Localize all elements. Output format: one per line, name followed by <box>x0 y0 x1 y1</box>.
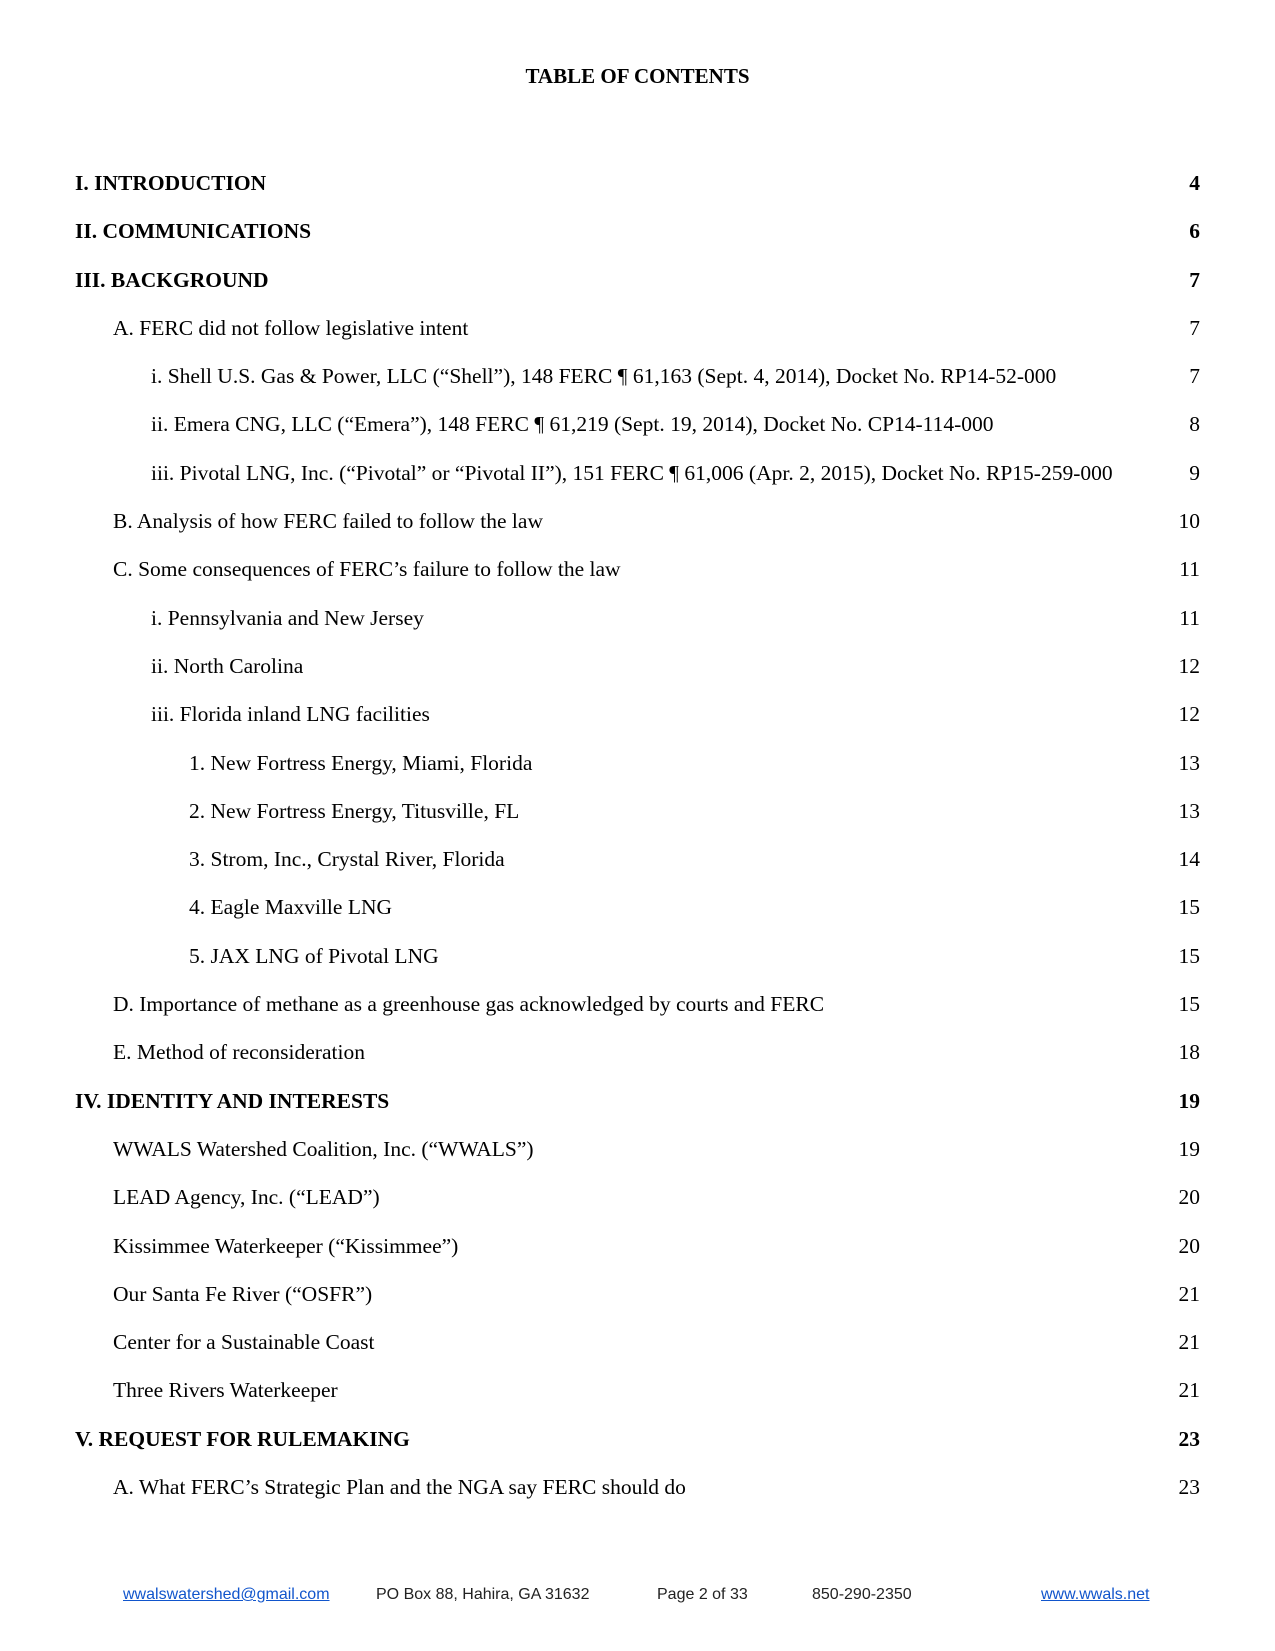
toc-entry-page-number: 13 <box>1178 750 1200 775</box>
toc-entry[interactable] <box>75 1281 1200 1329</box>
toc-entry[interactable] <box>75 1474 1200 1522</box>
toc-entry-label: ii. North Carolina <box>151 653 304 678</box>
footer-address: PO Box 88, Hahira, GA 31632 <box>376 1586 590 1603</box>
toc-entry-page-number: 6 <box>1189 219 1200 244</box>
toc-entry[interactable] <box>75 315 1200 363</box>
toc-entry[interactable] <box>75 1088 1200 1136</box>
toc-entry-page-number: 20 <box>1178 1185 1200 1210</box>
toc-entry-page-number: 7 <box>1189 267 1200 292</box>
toc-entry-page-number: 12 <box>1178 653 1200 678</box>
toc-entry-page-number: 19 <box>1178 1088 1200 1113</box>
toc-entry-page-number: 15 <box>1178 943 1200 968</box>
toc-entry-label: ii. Emera CNG, LLC (“Emera”), 148 FERC ¶ 61,219 (Sept. 19, 2014), Docket No. CP14-114-000 <box>151 412 994 437</box>
toc-entry-label: 4. Eagle Maxville LNG <box>189 895 393 920</box>
toc-entry-label: 1. New Fortress Energy, Miami, Florida <box>189 750 533 775</box>
toc-entry[interactable] <box>75 1233 1200 1281</box>
toc-entry-label: E. Method of reconsideration <box>113 1040 365 1065</box>
toc-entry-page-number: 23 <box>1178 1426 1200 1451</box>
toc-entry-label: Three Rivers Waterkeeper <box>113 1378 338 1403</box>
toc-entry-page-number: 13 <box>1178 798 1200 823</box>
toc-entry-page-number: 9 <box>1189 460 1200 485</box>
toc-entry-label: B. Analysis of how FERC failed to follow the law <box>113 509 543 534</box>
toc-entry-label: Kissimmee Waterkeeper (“Kissimmee”) <box>113 1233 459 1258</box>
toc-entry-label: i. Shell U.S. Gas & Power, LLC (“Shell”), 148 FERC ¶ 61,163 (Sept. 4, 2014), Docket No. RP14-52-000 <box>151 364 1057 389</box>
page-footer <box>0 1586 1275 1610</box>
toc-entry-page-number: 7 <box>1189 315 1200 340</box>
toc-entry-page-number: 20 <box>1178 1233 1200 1258</box>
toc-entry-page-number: 11 <box>1179 605 1200 630</box>
toc-entry[interactable] <box>75 1377 1200 1425</box>
toc-entry-label: V. REQUEST FOR RULEMAKING <box>75 1426 410 1451</box>
toc-entry-page-number: 19 <box>1178 1136 1200 1161</box>
toc-entry-label: 2. New Fortress Energy, Titusville, FL <box>189 798 520 823</box>
toc-entry[interactable] <box>75 798 1200 846</box>
toc-entry-page-number: 7 <box>1189 364 1200 389</box>
toc-entry-page-number: 23 <box>1178 1475 1200 1500</box>
toc-entry-label: A. FERC did not follow legislative intent <box>113 315 469 340</box>
footer-page-indicator: Page 2 of 33 <box>657 1586 748 1603</box>
toc-entry[interactable] <box>75 1329 1200 1377</box>
footer-website-link[interactable]: www.wwals.net <box>1041 1586 1150 1603</box>
toc-entry-page-number: 8 <box>1189 412 1200 437</box>
footer-phone: 850-290-2350 <box>812 1586 912 1603</box>
toc-entry[interactable] <box>75 460 1200 508</box>
toc-title: TABLE OF CONTENTS <box>525 64 750 88</box>
toc-entry[interactable] <box>75 894 1200 942</box>
toc-entry[interactable] <box>75 1136 1200 1184</box>
toc-entry[interactable] <box>75 750 1200 798</box>
toc-entry-label: D. Importance of methane as a greenhouse gas acknowledged by courts and FERC <box>113 992 825 1017</box>
toc-entry-page-number: 15 <box>1178 992 1200 1017</box>
toc-entry[interactable] <box>75 605 1200 653</box>
toc-entry-page-number: 21 <box>1178 1330 1200 1355</box>
toc-entry-label: A. What FERC’s Strategic Plan and the NGA say FERC should do <box>113 1475 686 1500</box>
toc-entry[interactable] <box>75 170 1200 218</box>
toc-entry-page-number: 10 <box>1178 509 1200 534</box>
toc-entry-label: Our Santa Fe River (“OSFR”) <box>113 1281 373 1306</box>
toc-entry[interactable] <box>75 846 1200 894</box>
toc-entry[interactable] <box>75 653 1200 701</box>
toc-entry-page-number: 15 <box>1178 895 1200 920</box>
toc-entry-label: 5. JAX LNG of Pivotal LNG <box>189 943 439 968</box>
toc-entry-label: i. Pennsylvania and New Jersey <box>151 605 424 630</box>
toc-entry[interactable] <box>75 991 1200 1039</box>
toc-entry-label: I. INTRODUCTION <box>75 171 267 195</box>
toc-entry[interactable] <box>75 267 1200 315</box>
toc-entry-page-number: 21 <box>1178 1281 1200 1306</box>
toc-entry-page-number: 18 <box>1178 1040 1200 1065</box>
toc-entry[interactable] <box>75 701 1200 749</box>
toc-entry[interactable] <box>75 411 1200 459</box>
toc-entry-label: iii. Pivotal LNG, Inc. (“Pivotal” or “Pivotal II”), 151 FERC ¶ 61,006 (Apr. 2, 2015), Docket No. RP15-259-000 <box>151 460 1113 485</box>
toc-entry-label: LEAD Agency, Inc. (“LEAD”) <box>113 1185 380 1210</box>
toc-entry-label: WWALS Watershed Coalition, Inc. (“WWALS”) <box>113 1136 534 1161</box>
toc-entry-label: III. BACKGROUND <box>75 267 269 292</box>
toc-entry-page-number: 14 <box>1178 847 1200 872</box>
toc-entry-label: IV. IDENTITY AND INTERESTS <box>75 1088 390 1113</box>
toc-entry[interactable] <box>75 1426 1200 1474</box>
toc-entry-label: Center for a Sustainable Coast <box>113 1330 375 1355</box>
toc-list <box>75 170 1200 1522</box>
toc-entry[interactable] <box>75 218 1200 266</box>
toc-entry-label: II. COMMUNICATIONS <box>75 219 312 244</box>
toc-entry[interactable] <box>75 363 1200 411</box>
toc-entry-label: C. Some consequences of FERC’s failure to follow the law <box>113 557 621 582</box>
toc-entry[interactable] <box>75 943 1200 991</box>
toc-entry[interactable] <box>75 1184 1200 1232</box>
toc-entry-page-number: 11 <box>1179 557 1200 582</box>
toc-entry[interactable] <box>75 1039 1200 1087</box>
toc-entry[interactable] <box>75 508 1200 556</box>
toc-entry-label: 3. Strom, Inc., Crystal River, Florida <box>189 847 505 872</box>
toc-entry-page-number: 12 <box>1178 702 1200 727</box>
toc-entry[interactable] <box>75 556 1200 604</box>
toc-entry-page-number: 21 <box>1178 1378 1200 1403</box>
footer-email-link[interactable]: wwalswatershed@gmail.com <box>123 1586 330 1603</box>
toc-entry-label: iii. Florida inland LNG facilities <box>151 702 430 727</box>
toc-entry-page-number: 4 <box>1189 171 1200 195</box>
